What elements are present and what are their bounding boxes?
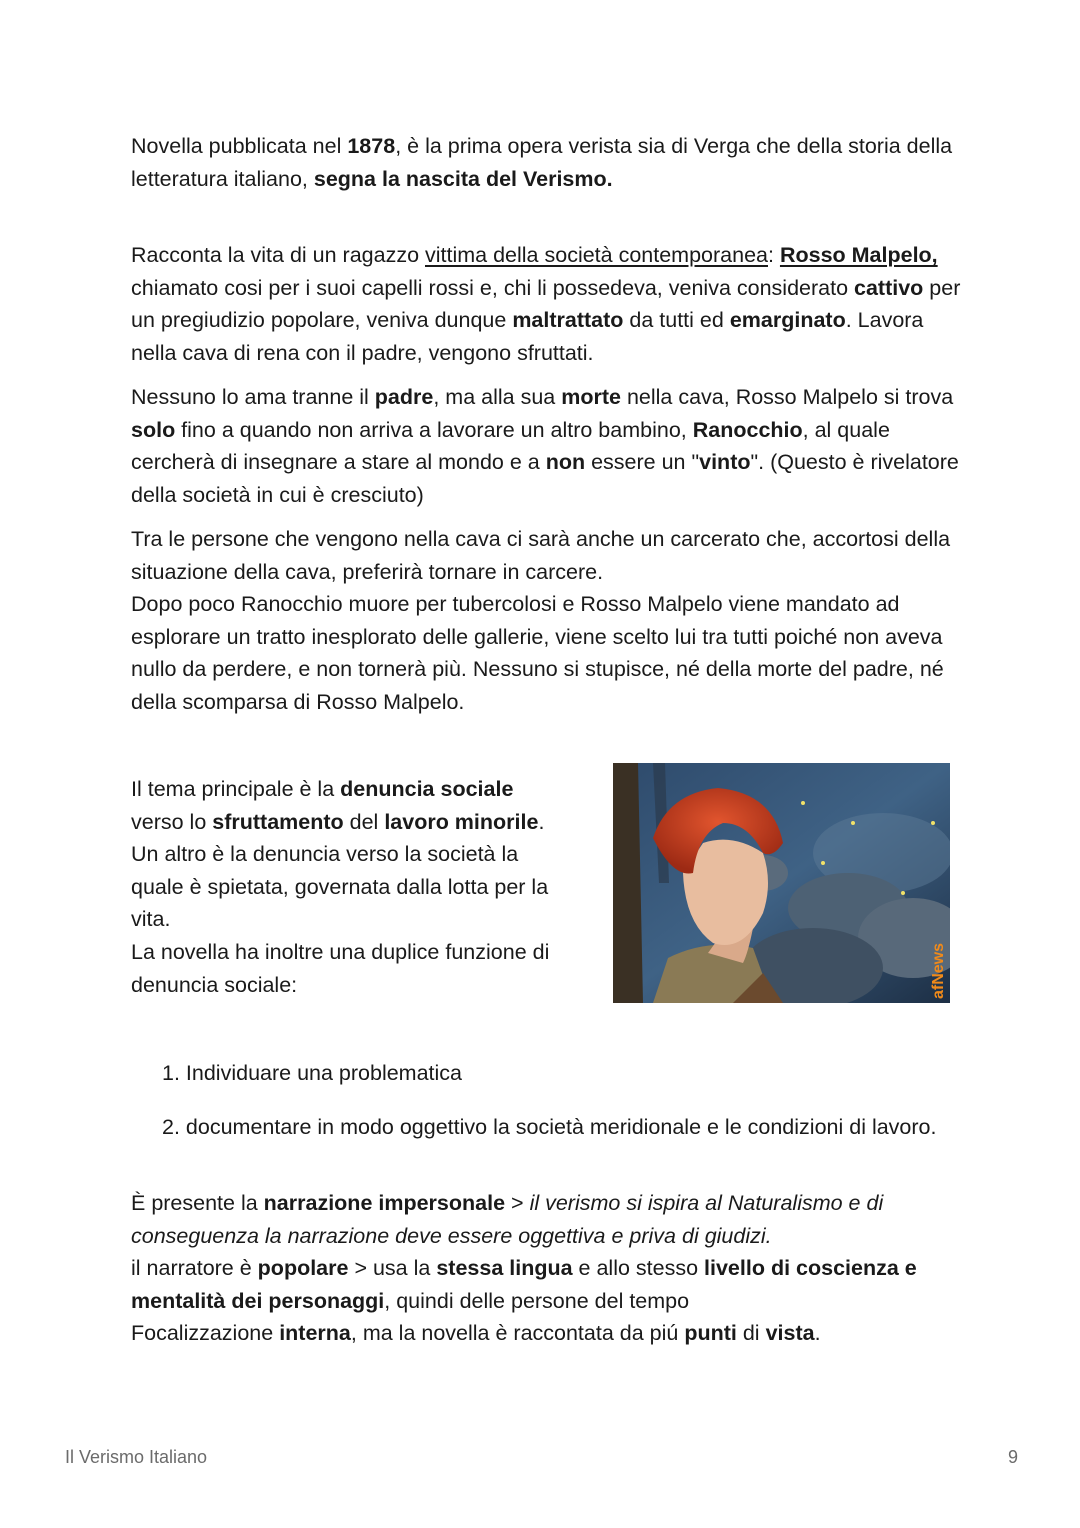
footer-title: Il Verismo Italiano [65, 1447, 208, 1467]
paragraph-ending: Tra le persone che vengono nella cava ci sarà anche un carcerato che, accortosi della situazione della cava, preferirà tornare in carcere. Dopo poco Ranocchio muore per tubercolosi e Rosso Malpelo viene mandato ad esplorare un tratto inesplorato delle gallerie, viene scelto lui tra tutti poiché non aveva nullo da perdere, e non tornerà più. Nessuno si stupisce, né della morte del padre, né della scomparsa di Rosso Malpelo. [131, 527, 951, 714]
list-item: 1. Individuare una problematica [162, 1061, 463, 1085]
watermark-label: afNews [930, 943, 947, 1000]
paragraph-plot: Racconta la vita di un ragazzo vittima della società contemporanea: Rosso Malpelo, chiamato cosi per i suoi capelli rossi e, chi li possedeva, veniva considerato cattivo per un pregiudizio popolare, veniva dunque maltrattato da tutti ed emarginato. Lavora nella cava di rena con il padre, vengono sfruttati. [131, 243, 961, 365]
list-item: 2. documentare in modo oggettivo la società meridionale e le condizioni di lavoro. [162, 1115, 937, 1139]
paragraph-theme: Il tema principale è la denuncia sociale verso lo sfruttamento del lavoro minorile. Un altro è la denuncia verso la società la quale è spietata, governata dalla lotta per la vita. La novella ha inoltre una duplice funzione di denuncia sociale: [131, 777, 550, 997]
page-number: 9 [1007, 1447, 1018, 1467]
illustration-art [613, 763, 950, 1003]
paragraph-ranocchio: Nessuno lo ama tranne il padre, ma alla sua morte nella cava, Rosso Malpelo si trova solo fino a quando non arriva a lavorare un altro bambino, Ranocchio, al quale cercherà di insegnare a stare al mondo e a non essere un "vinto". (Questo è rivelatore della società in cui è cresciuto) [131, 385, 959, 507]
paragraph-intro: Novella pubblicata nel 1878, è la prima opera verista sia di Verga che della storia della letteratura italiano, segna la nascita del Verismo. [131, 134, 953, 191]
paragraph-narration: È presente la narrazione impersonale > il verismo si ispira al Naturalismo e di conseguenza la narrazione deve essere oggettiva e priva di giudizi. il narratore è popolare > usa la stessa lingua e allo stesso livello di coscienza e mentalità dei personaggi, quindi delle persone del tempo Focalizzazione interna, ma la novella è raccontata da piú punti di vista. [131, 1191, 917, 1346]
rosso-malpelo-illustration [613, 763, 950, 1003]
